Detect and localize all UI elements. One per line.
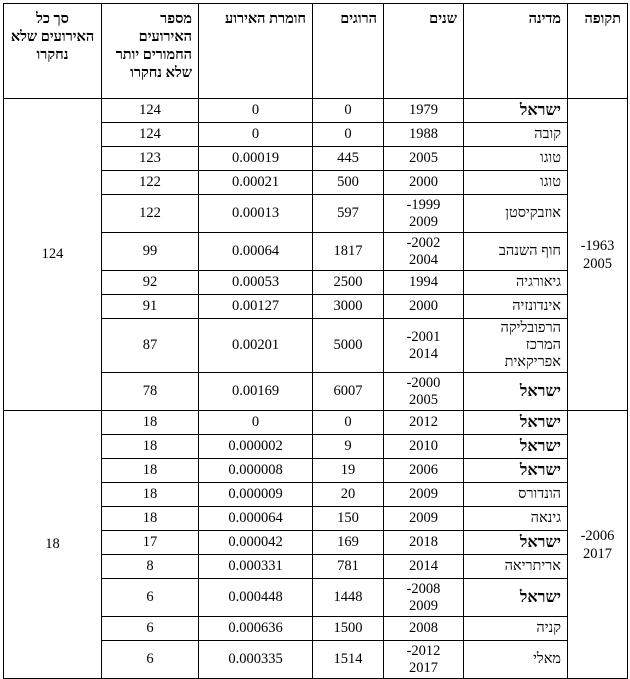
country-cell: גינאה <box>464 507 568 531</box>
header-deaths: הרוגים <box>313 4 384 99</box>
more-severe-count-cell: 122 <box>102 171 199 195</box>
country-cell: קובה <box>464 123 568 147</box>
header-severity: חומרת האירוע <box>199 4 313 99</box>
country-cell: ישראל <box>464 459 568 483</box>
severity-cell: 0.00021 <box>199 171 313 195</box>
years-cell: 2001- 2014 <box>384 319 464 373</box>
deaths-cell: 2500 <box>313 271 384 295</box>
country-cell: אריתריאה <box>464 555 568 579</box>
header-total: סך כל האירועים שלא נחקרו <box>4 4 102 99</box>
more-severe-count-cell: 6 <box>102 641 199 679</box>
severity-cell: 0.000331 <box>199 555 313 579</box>
more-severe-count-cell: 124 <box>102 99 199 123</box>
more-severe-count-cell: 122 <box>102 195 199 233</box>
years-cell: 2009 <box>384 483 464 507</box>
header-country: מדינה <box>464 4 568 99</box>
country-cell: מאלי <box>464 641 568 679</box>
deaths-cell: 5000 <box>313 319 384 373</box>
more-severe-count-cell: 17 <box>102 531 199 555</box>
more-severe-count-cell: 92 <box>102 271 199 295</box>
deaths-cell: 1817 <box>313 233 384 271</box>
years-cell: 2012 <box>384 411 464 435</box>
more-severe-count-cell: 18 <box>102 507 199 531</box>
deaths-cell: 1448 <box>313 579 384 617</box>
more-severe-count-cell: 124 <box>102 123 199 147</box>
more-severe-count-cell: 18 <box>102 411 199 435</box>
years-cell: 2002- 2004 <box>384 233 464 271</box>
country-cell: הרפובליקה המרכז אפריקאית <box>464 319 568 373</box>
more-severe-count-cell: 78 <box>102 373 199 411</box>
table-row <box>4 411 628 435</box>
deaths-cell: 597 <box>313 195 384 233</box>
severity-cell: 0 <box>199 123 313 147</box>
country-cell: ישראל <box>464 99 568 123</box>
more-severe-count-cell: 18 <box>102 483 199 507</box>
deaths-cell: 150 <box>313 507 384 531</box>
years-cell: 2005 <box>384 147 464 171</box>
country-cell: ישראל <box>464 435 568 459</box>
country-cell: חוף השנהב <box>464 233 568 271</box>
years-cell: 2012- 2017 <box>384 641 464 679</box>
header-row <box>4 4 628 99</box>
severity-cell: 0.000009 <box>199 483 313 507</box>
more-severe-count-cell: 18 <box>102 459 199 483</box>
years-cell: 1999- 2009 <box>384 195 464 233</box>
deaths-cell: 0 <box>313 99 384 123</box>
deaths-cell: 1500 <box>313 617 384 641</box>
more-severe-count-cell: 99 <box>102 233 199 271</box>
years-cell: 1994 <box>384 271 464 295</box>
country-cell: ישראל <box>464 373 568 411</box>
severity-cell: 0.000042 <box>199 531 313 555</box>
country-cell: אינדונזיה <box>464 295 568 319</box>
deaths-cell: 500 <box>313 171 384 195</box>
more-severe-count-cell: 123 <box>102 147 199 171</box>
investigations-table <box>3 3 628 679</box>
years-cell: 1979 <box>384 99 464 123</box>
years-cell: 2008- 2009 <box>384 579 464 617</box>
severity-cell: 0.000008 <box>199 459 313 483</box>
deaths-cell: 169 <box>313 531 384 555</box>
severity-cell: 0.000002 <box>199 435 313 459</box>
deaths-cell: 6007 <box>313 373 384 411</box>
severity-cell: 0 <box>199 99 313 123</box>
severity-cell: 0.00127 <box>199 295 313 319</box>
years-cell: 2000- 2005 <box>384 373 464 411</box>
deaths-cell: 1514 <box>313 641 384 679</box>
years-cell: 1988 <box>384 123 464 147</box>
more-severe-count-cell: 18 <box>102 435 199 459</box>
period-cell: 2006- 2017 <box>568 411 628 679</box>
deaths-cell: 9 <box>313 435 384 459</box>
years-cell: 2008 <box>384 617 464 641</box>
country-cell: גיאורגיה <box>464 271 568 295</box>
total-cell: 124 <box>4 99 102 411</box>
country-cell: טוגו <box>464 171 568 195</box>
more-severe-count-cell: 87 <box>102 319 199 373</box>
total-cell: 18 <box>4 411 102 679</box>
years-cell: 2006 <box>384 459 464 483</box>
deaths-cell: 781 <box>313 555 384 579</box>
deaths-cell: 0 <box>313 411 384 435</box>
severity-cell: 0.000064 <box>199 507 313 531</box>
years-cell: 2010 <box>384 435 464 459</box>
severity-cell: 0.00053 <box>199 271 313 295</box>
country-cell: אוזבקיסטן <box>464 195 568 233</box>
years-cell: 2014 <box>384 555 464 579</box>
deaths-cell: 3000 <box>313 295 384 319</box>
country-cell: ישראל <box>464 531 568 555</box>
years-cell: 2000 <box>384 171 464 195</box>
more-severe-count-cell: 8 <box>102 555 199 579</box>
header-period: תקופה <box>568 4 628 99</box>
header-years: שנים <box>384 4 464 99</box>
country-cell: טוגו <box>464 147 568 171</box>
country-cell: קניה <box>464 617 568 641</box>
severity-cell: 0.000335 <box>199 641 313 679</box>
more-severe-count-cell: 6 <box>102 617 199 641</box>
table-row <box>4 99 628 123</box>
severity-cell: 0.00169 <box>199 373 313 411</box>
deaths-cell: 445 <box>313 147 384 171</box>
period-cell: 1963- 2005 <box>568 99 628 411</box>
country-cell: ישראל <box>464 579 568 617</box>
header-more-severe: מספר האירועים החמורים יותר שלא נחקרו <box>102 4 199 99</box>
deaths-cell: 20 <box>313 483 384 507</box>
years-cell: 2009 <box>384 507 464 531</box>
deaths-cell: 19 <box>313 459 384 483</box>
more-severe-count-cell: 91 <box>102 295 199 319</box>
years-cell: 2018 <box>384 531 464 555</box>
years-cell: 2000 <box>384 295 464 319</box>
country-cell: הונדורס <box>464 483 568 507</box>
severity-cell: 0.000448 <box>199 579 313 617</box>
severity-cell: 0.00013 <box>199 195 313 233</box>
severity-cell: 0.00064 <box>199 233 313 271</box>
severity-cell: 0.00019 <box>199 147 313 171</box>
table-body <box>4 99 628 679</box>
severity-cell: 0 <box>199 411 313 435</box>
country-cell: ישראל <box>464 411 568 435</box>
severity-cell: 0.00201 <box>199 319 313 373</box>
severity-cell: 0.000636 <box>199 617 313 641</box>
deaths-cell: 0 <box>313 123 384 147</box>
more-severe-count-cell: 6 <box>102 579 199 617</box>
